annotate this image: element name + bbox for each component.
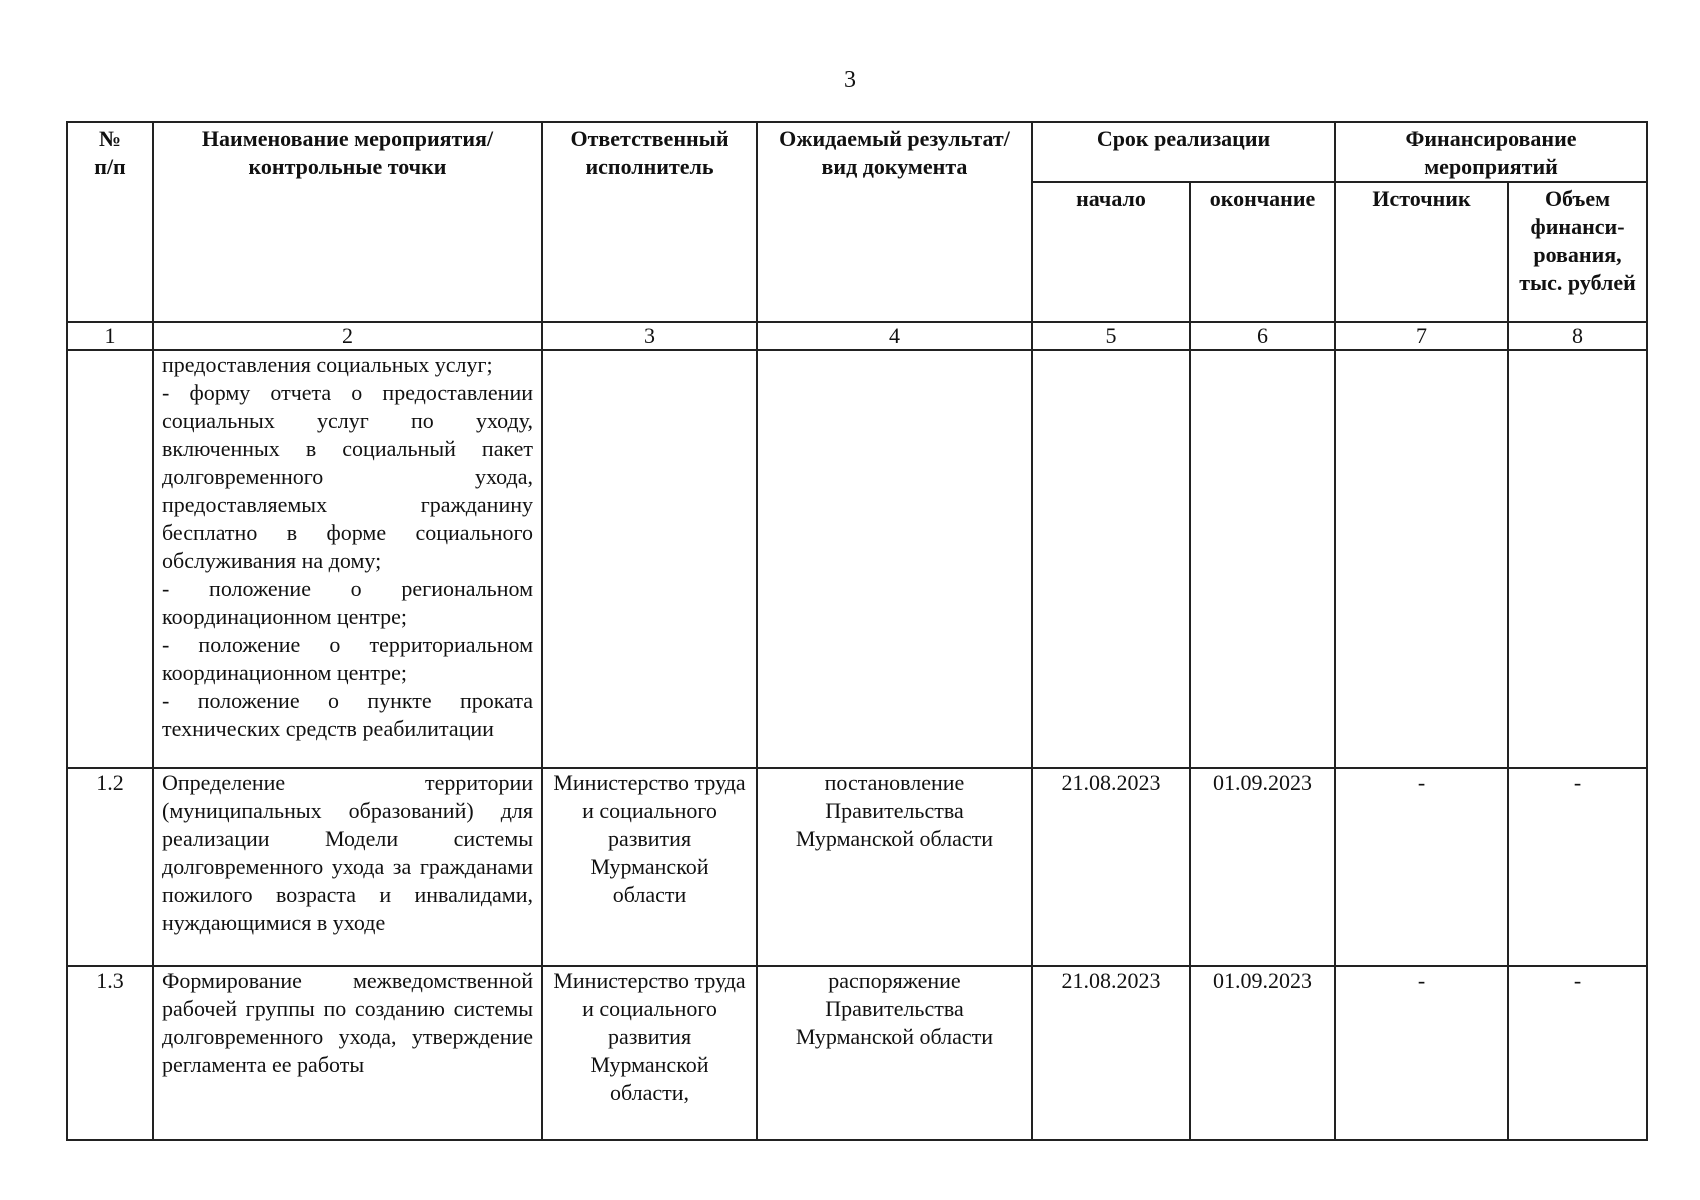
page-number: 3 [844, 67, 856, 93]
header-end: окончание [1190, 182, 1335, 322]
column-index: 6 [1190, 322, 1335, 350]
column-index-row [67, 322, 1647, 350]
row-name: Формирование межведомственной рабочей группы по созданию системы долговременного ухода, утверждение регламента ее работы [153, 966, 542, 1140]
row-num [67, 350, 153, 768]
row-num: 1.2 [67, 768, 153, 966]
row-result: распоряжение Правительства Мурманской области [757, 966, 1032, 1140]
table-row [67, 350, 1647, 768]
table-row [67, 966, 1647, 1140]
row-volume [1508, 350, 1647, 768]
header-name: Наименование мероприятия/ контрольные точки [153, 122, 542, 322]
header-source: Источник [1335, 182, 1508, 322]
header-responsible: Ответственный исполнитель [542, 122, 757, 322]
row-start [1032, 350, 1190, 768]
row-end: 01.09.2023 [1190, 768, 1335, 966]
column-index: 2 [153, 322, 542, 350]
header-row-1 [67, 122, 1647, 182]
column-index: 8 [1508, 322, 1647, 350]
header-result: Ожидаемый результат/вид документа [757, 122, 1032, 322]
column-index: 3 [542, 322, 757, 350]
header-volume: Объем финанси-рования, тыс. рублей [1508, 182, 1647, 322]
column-index: 7 [1335, 322, 1508, 350]
header-term: Срок реализации [1032, 122, 1335, 182]
row-source: - [1335, 768, 1508, 966]
row-volume: - [1508, 768, 1647, 966]
column-index: 5 [1032, 322, 1190, 350]
row-end [1190, 350, 1335, 768]
plan-table [66, 121, 1648, 1141]
row-name: Определение территории (муниципальных образований) для реализации Модели системы долговременного ухода за гражданами пожилого возраста и инвалидами, нуждающимися в уходе [153, 768, 542, 966]
row-source [1335, 350, 1508, 768]
row-start: 21.08.2023 [1032, 768, 1190, 966]
row-num: 1.3 [67, 966, 153, 1140]
header-num: № п/п [67, 122, 153, 322]
row-responsible: Министерство труда и социального развития Мурманской области [542, 768, 757, 966]
row-responsible [542, 350, 757, 768]
row-result: постановление Правительства Мурманской области [757, 768, 1032, 966]
header-start: начало [1032, 182, 1190, 322]
row-responsible: Министерство труда и социального развития Мурманской области, [542, 966, 757, 1140]
row-source: - [1335, 966, 1508, 1140]
column-index: 4 [757, 322, 1032, 350]
row-end: 01.09.2023 [1190, 966, 1335, 1140]
row-result [757, 350, 1032, 768]
table-row [67, 768, 1647, 966]
row-start: 21.08.2023 [1032, 966, 1190, 1140]
row-volume: - [1508, 966, 1647, 1140]
header-financing: Финансирование мероприятий [1335, 122, 1647, 182]
column-index: 1 [67, 322, 153, 350]
row-name: предоставления социальных услуг; - форму отчета о предоставлении социальных услуг по уходу, включенных в социальный пакет долговременного ухода, предоставляемых гражданину бесплатно в форме социального обслуживания на дому; - положение о региональном координационном центре; - положение о территориальном координационном центре; - положение о пункте проката технических средств реабилитации [153, 350, 542, 768]
